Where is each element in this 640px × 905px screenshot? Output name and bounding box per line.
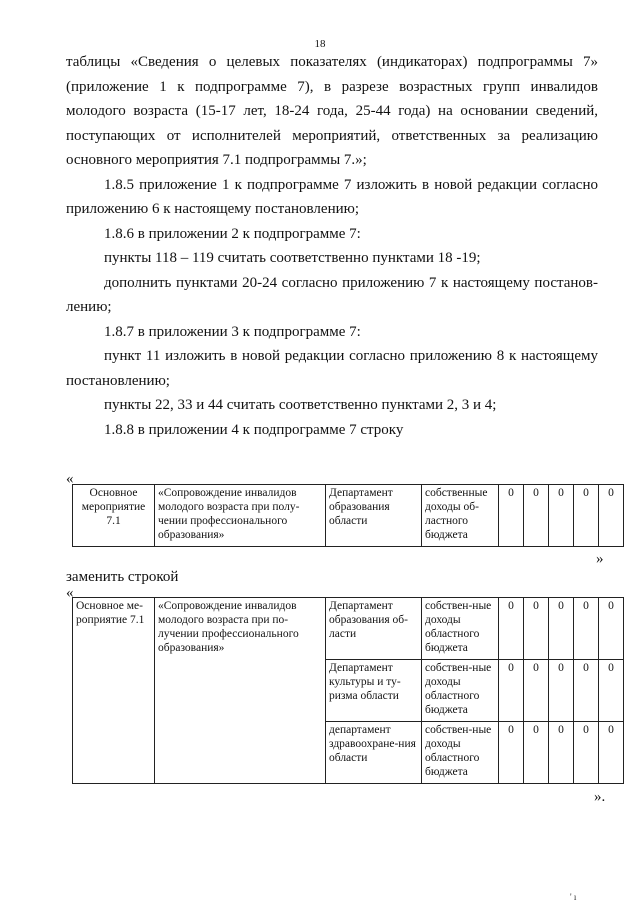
open-quote-2: «	[66, 585, 74, 601]
replace-label: заменить строкой	[66, 569, 179, 585]
cell-source: собствен-ные доходы областного бюджета	[422, 598, 499, 660]
table-new-rows	[72, 597, 624, 784]
table-row	[73, 485, 624, 547]
cell-value: 0	[549, 485, 574, 547]
cell-value: 0	[574, 722, 599, 784]
cell-measure: Основное мероприятие 7.1	[73, 485, 155, 547]
cell-value: 0	[549, 660, 574, 722]
paragraph-7: пункт 11 изложить в новой редакции согласно приложению 8 к настоящему постановлению;	[66, 348, 598, 389]
cell-measure: Основное ме-роприятие 7.1	[73, 598, 155, 784]
paragraph-8: пункты 22, 33 и 44 считать соответственно пунктами 2, 3 и 4;	[104, 397, 497, 413]
table-old-row	[72, 484, 624, 547]
cell-value: 0	[524, 722, 549, 784]
cell-name: «Сопровождение инвалидов молодого возраста при полу-чении профессионального образования»	[155, 485, 326, 547]
cell-value: 0	[524, 598, 549, 660]
cell-value: 0	[524, 485, 549, 547]
cell-value: 0	[574, 485, 599, 547]
table-row	[73, 598, 624, 660]
cell-value: 0	[549, 722, 574, 784]
cell-executor: департамент здравоохране-ния области	[326, 722, 422, 784]
cell-executor: Департамент образования об-ласти	[326, 598, 422, 660]
cell-value: 0	[549, 598, 574, 660]
cell-name: «Сопровождение инвалидов молодого возраста при по-лучении профессионального образования»	[155, 598, 326, 784]
paragraph-1: таблицы «Сведения о целевых показателях (индикаторах) подпрограммы 7» (приложение 1 к подпрограмме 7), в разрезе возрастных групп инвалидов молодого возраста (15-17 лет, 18-24 года, 25-44 года) на основании сведений, поступающих от исполнителей мероприятий, ответственных за реализацию основного мероприятия 7.1 подпрограммы 7.»;	[66, 54, 598, 168]
paragraph-6: 1.8.7 в приложении 3 к подпрограмме 7:	[104, 323, 361, 340]
cell-value: 0	[499, 485, 524, 547]
cell-source: собствен-ные доходы областного бюджета	[422, 722, 499, 784]
close-quote-1: »	[596, 551, 604, 567]
cell-value: 0	[499, 598, 524, 660]
cell-value: 0	[599, 660, 624, 722]
cell-value: 0	[524, 660, 549, 722]
cell-value: 0	[574, 660, 599, 722]
page-number: 18	[314, 38, 326, 50]
cell-executor: Департамент культуры и ту-ризма области	[326, 660, 422, 722]
paragraph-5: дополнить пунктами 20-24 согласно приложению 7 к настоящему постанов-лению;	[66, 274, 598, 315]
open-quote-1: «	[66, 471, 74, 487]
cell-value: 0	[599, 598, 624, 660]
paragraph-2: 1.8.5 приложение 1 к подпрограмме 7 изложить в новой редакции согласно приложению 6 к настоящему постановлению;	[66, 176, 598, 217]
cell-source: собствен-ные доходы областного бюджета	[422, 660, 499, 722]
paragraph-3: 1.8.6 в приложении 2 к подпрограмме 7:	[104, 225, 361, 242]
cell-value: 0	[499, 722, 524, 784]
cell-value: 0	[574, 598, 599, 660]
cell-source: собственные доходы об-ластного бюджета	[422, 485, 499, 547]
cell-executor: Департамент образования области	[326, 485, 422, 547]
scan-mark: ' ı	[570, 892, 577, 902]
close-quote-2: ».	[594, 789, 606, 805]
paragraph-9: 1.8.8 в приложении 4 к подпрограмме 7 строку	[104, 421, 404, 438]
cell-value: 0	[499, 660, 524, 722]
body-text	[66, 50, 598, 442]
paragraph-4: пункты 118 – 119 считать соответственно пунктами 18 -19;	[104, 250, 481, 266]
cell-value: 0	[599, 722, 624, 784]
cell-value: 0	[599, 485, 624, 547]
